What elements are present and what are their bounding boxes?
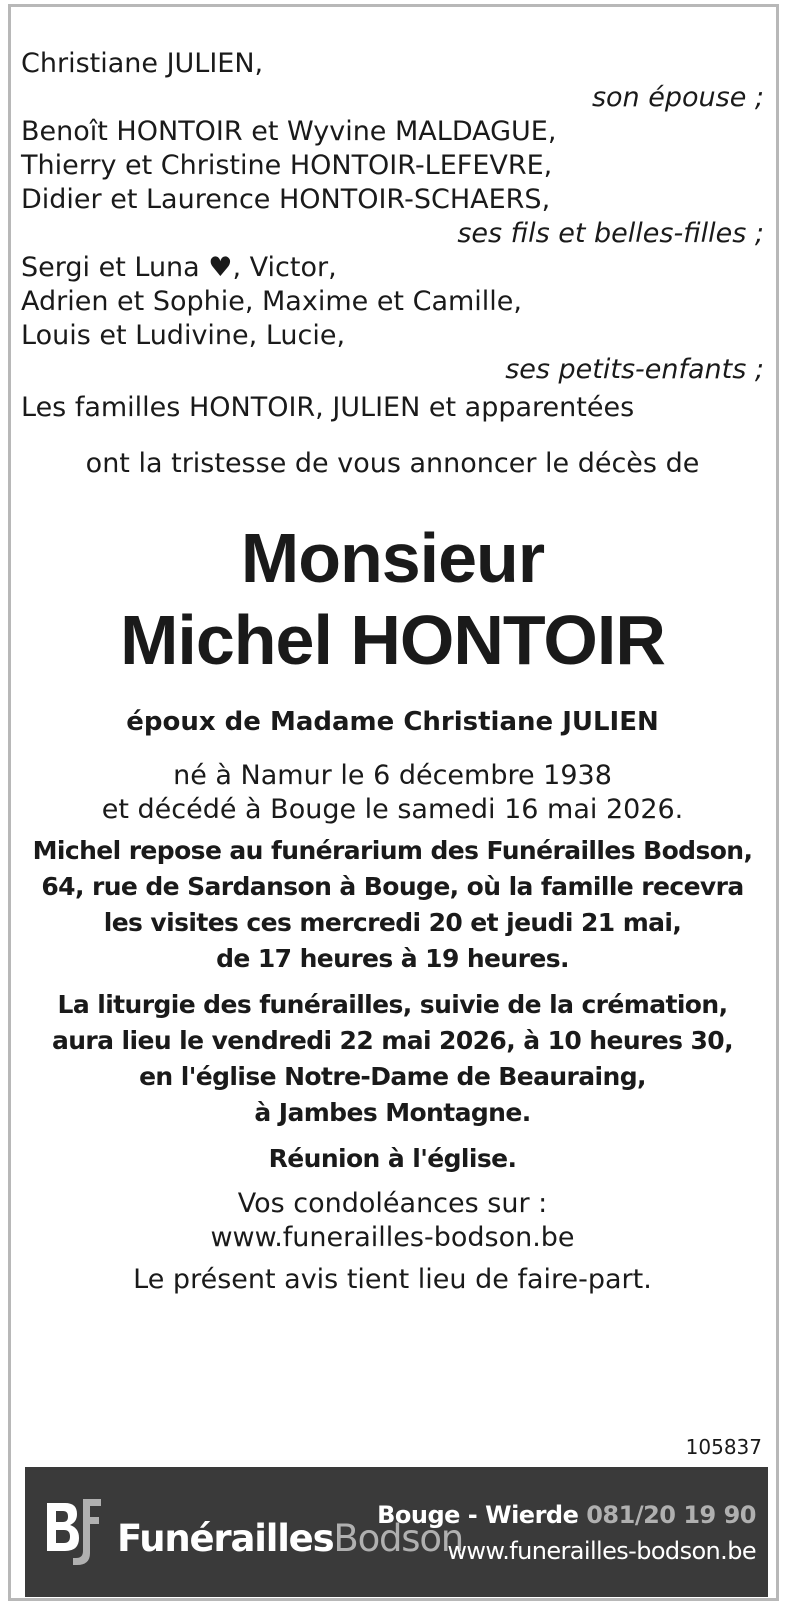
visits-line: Michel repose au funérarium des Funérailles Bodson, xyxy=(32,836,753,865)
banner-website[interactable]: www.funerailles-bodson.be xyxy=(447,1537,756,1565)
grandchildren-line: Sergi et Luna ♥, Victor, xyxy=(21,252,337,283)
funeral-line: en l'église Notre-Dame de Beauraing, xyxy=(139,1062,646,1091)
brand-part-1: Funérailles xyxy=(117,1517,334,1560)
funeral-line: à Jambes Montagne. xyxy=(254,1098,531,1127)
spouse-line: époux de Madame Christiane JULIEN xyxy=(126,707,659,737)
notice-line: Le présent avis tient lieu de faire-part. xyxy=(133,1264,652,1295)
visits-line: de 17 heures à 19 heures. xyxy=(216,944,569,973)
funeral-line: aura lieu le vendredi 22 mai 2026, à 10 heures 30, xyxy=(51,1026,734,1055)
visits-line: les visites ces mercredi 20 et jeudi 21 mai, xyxy=(103,908,682,937)
grandchildren-line: Louis et Ludivine, Lucie, xyxy=(21,320,346,351)
families-line: Les familles HONTOIR, JULIEN et apparentées xyxy=(21,392,635,423)
son-line: Didier et Laurence HONTOIR-SCHAERS, xyxy=(21,184,551,215)
visits-paragraph xyxy=(21,833,764,977)
reunion-line: Réunion à l'église. xyxy=(268,1144,517,1173)
deceased-heading xyxy=(21,517,764,681)
grandchildren-line: Adrien et Sophie, Maxime et Camille, xyxy=(21,286,523,317)
birth-line: né à Namur le 6 décembre 1938 xyxy=(173,760,612,791)
son-line: Benoît HONTOIR et Wyvine MALDAGUE, xyxy=(21,116,557,147)
announcement-line: ont la tristesse de vous annoncer le décès de xyxy=(85,448,700,479)
condolences-url[interactable]: www.funerailles-bodson.be xyxy=(210,1222,575,1253)
deceased-name: Michel HONTOIR xyxy=(120,601,665,679)
bodson-logo-icon xyxy=(43,1495,107,1569)
reference-number: 105837 xyxy=(685,1435,762,1459)
contact-line xyxy=(377,1501,756,1529)
grandchildren-role: ses petits-enfants ; xyxy=(505,354,764,385)
funeral-paragraph xyxy=(21,987,764,1131)
notice-text xyxy=(21,47,764,1297)
deceased-title: Monsieur xyxy=(240,519,545,597)
visits-line: 64, rue de Sardanson à Bouge, où la famille recevra xyxy=(41,872,744,901)
condolences-label: Vos condoléances sur : xyxy=(237,1188,548,1219)
death-line: et décédé à Bouge le samedi 16 mai 2026. xyxy=(101,794,684,825)
locations: Bouge - Wierde xyxy=(377,1501,579,1529)
son-line: Thierry et Christine HONTOIR-LEFEVRE, xyxy=(21,150,553,181)
wife-role: son épouse ; xyxy=(591,82,764,113)
wife-name: Christiane JULIEN, xyxy=(21,48,264,79)
funeral-line: La liturgie des funérailles, suivie de la crémation, xyxy=(57,990,728,1019)
brand-part-2: Bodson xyxy=(333,1517,464,1560)
obituary-notice xyxy=(8,4,779,1601)
funeral-home-banner xyxy=(25,1467,768,1597)
phone-number[interactable]: 081/20 19 90 xyxy=(586,1501,756,1529)
sons-role: ses fils et belles-filles ; xyxy=(457,218,764,249)
